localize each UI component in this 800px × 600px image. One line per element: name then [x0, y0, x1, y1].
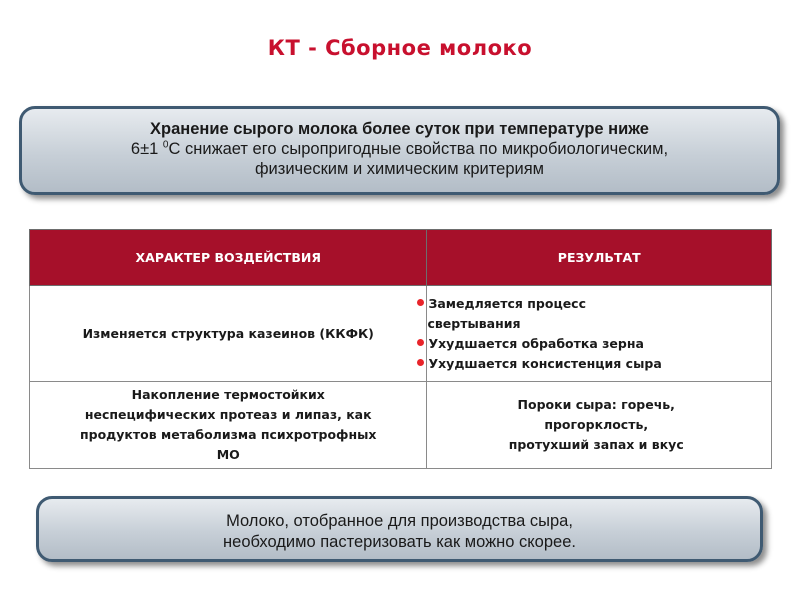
- note-line-1: Молоко, отобранное для производства сыра,: [226, 512, 573, 530]
- storage-info-line-1: Хранение сырого молока более суток при температуре ниже: [150, 120, 649, 138]
- result-bullet-item: [427, 294, 765, 334]
- result-bullet-text: Ухудшается обработка зерна: [428, 335, 644, 351]
- result-bullet-list: [427, 294, 765, 374]
- table-header-row: [30, 230, 772, 286]
- pasteurization-note-box: [36, 496, 763, 562]
- result-bullet-continuation: свертывания: [427, 315, 521, 331]
- header-result: РЕЗУЛЬТАТ: [427, 230, 772, 286]
- effect-line: Накопление термостойких: [131, 387, 325, 402]
- effect-line: неспецифических протеаз и липаз, как: [84, 407, 372, 422]
- result-bullet-item: [427, 354, 765, 374]
- storage-info-line-2: [22, 139, 777, 159]
- effect-cell-proteases: [30, 382, 427, 469]
- page-title: КТ - Сборное молоко: [267, 36, 533, 60]
- result-cell-casein: [427, 286, 772, 382]
- storage-info-line-3: физическим и химическим критериям: [254, 160, 544, 178]
- result-line: прогорклость,: [544, 417, 649, 432]
- result-line: протухший запах и вкус: [508, 437, 684, 452]
- result-line: Пороки сыра: горечь,: [517, 397, 675, 412]
- result-bullet-item: [427, 334, 765, 354]
- storage-info-line-2-text: С снижает его сыропригодные свойства по микробиологическим,: [168, 140, 669, 158]
- effect-line: продуктов метаболизма психротрофных: [80, 427, 377, 442]
- result-cell-defects: [427, 382, 772, 469]
- table-row: [30, 382, 772, 469]
- note-line-2: необходимо пастеризовать как можно скорее.: [223, 533, 576, 551]
- table-row: [30, 286, 772, 382]
- temperature-value: 6±1: [130, 140, 163, 158]
- effect-cell-casein: Изменяется структура казеинов (ККФК): [30, 286, 427, 382]
- effect-line: МО: [216, 447, 240, 462]
- result-bullet-text: Ухудшается консистенция сыра: [428, 355, 662, 371]
- storage-info-box: [19, 106, 780, 195]
- header-effect: ХАРАКТЕР ВОЗДЕЙСТВИЯ: [30, 230, 427, 286]
- degree-superscript: 0: [162, 139, 169, 151]
- result-bullet-text: Замедляется процесс: [428, 295, 587, 311]
- effects-table: [29, 229, 772, 469]
